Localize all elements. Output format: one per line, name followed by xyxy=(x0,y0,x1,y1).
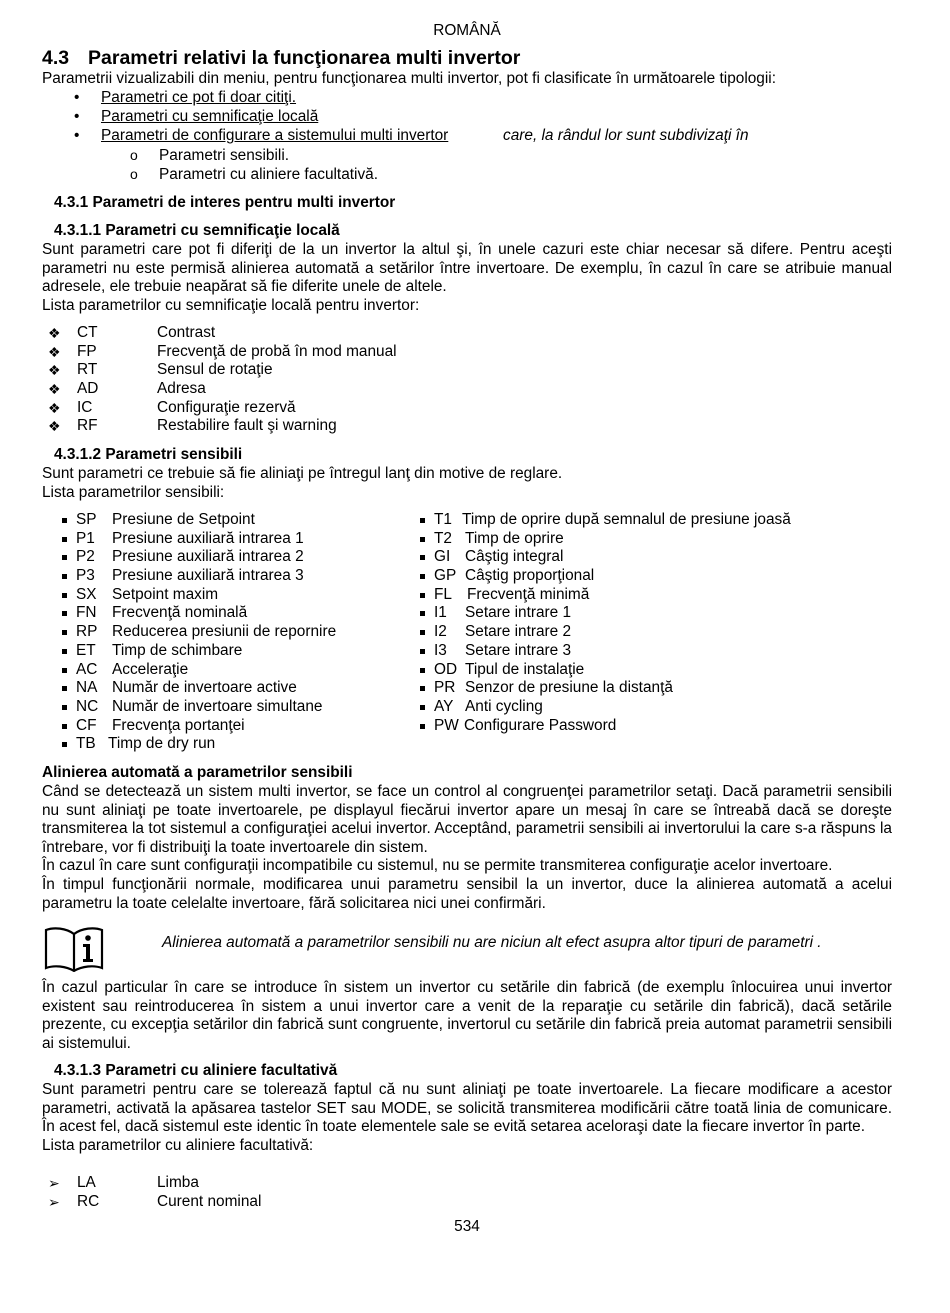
param-code: NC xyxy=(76,697,99,715)
param-code: NA xyxy=(76,679,98,697)
bullet-icon: • xyxy=(74,108,80,126)
param-desc: Contrast xyxy=(157,324,216,341)
param-code: PR xyxy=(434,679,456,697)
auto-align-body xyxy=(42,783,892,913)
param-desc: Anti cycling xyxy=(465,697,543,715)
square-bullet-icon xyxy=(62,574,67,579)
param-desc: Presiune auxiliară intrarea 1 xyxy=(112,529,304,547)
auto-align-title: Alinierea automată a parametrilor sensibili xyxy=(42,764,353,781)
param-code: GP xyxy=(434,567,457,585)
list-intro: Lista parametrilor sensibili: xyxy=(42,483,225,501)
subsection-title-4311: 4.3.1.1 Parametri cu semnificaţie locală xyxy=(54,222,340,239)
section-title xyxy=(42,46,520,70)
square-bullet-icon xyxy=(420,630,425,635)
param-code: CT xyxy=(77,324,98,341)
diamond-bullet-icon: ❖ xyxy=(48,325,61,341)
param-code: RF xyxy=(77,417,98,435)
bullet-icon: • xyxy=(74,127,80,145)
param-desc: Setare intrare 1 xyxy=(465,604,572,622)
param-code: RP xyxy=(76,623,98,641)
param-desc: Setare intrare 3 xyxy=(465,641,572,659)
param-desc: Reducerea presiunii de repornire xyxy=(112,623,337,641)
param-code: RC xyxy=(77,1192,100,1210)
param-code: I1 xyxy=(434,604,447,622)
param-desc: Timp de oprire xyxy=(465,529,564,547)
type-label: Parametri de configurare a sistemului multi invertor xyxy=(101,127,449,145)
arrow-bullet-icon: ➢ xyxy=(48,1175,60,1191)
param-desc: Setpoint maxim xyxy=(112,585,219,603)
param-code: T2 xyxy=(434,529,452,547)
param-code: LA xyxy=(77,1174,96,1191)
type-label: Parametri ce pot fi doar citiţi. xyxy=(101,89,297,106)
param-desc: Timp de schimbare xyxy=(112,641,243,659)
square-bullet-icon xyxy=(62,593,67,598)
section-number: 4.3 xyxy=(42,47,70,69)
param-desc: Presiune auxiliară intrarea 3 xyxy=(112,567,304,585)
square-bullet-icon xyxy=(420,686,425,691)
param-desc: Frecvenţă minimă xyxy=(467,585,590,603)
subsection-body-4312 xyxy=(42,465,892,502)
square-bullet-icon xyxy=(420,668,425,673)
square-bullet-icon xyxy=(62,724,67,729)
subsection-title-431: 4.3.1 Parametri de interes pentru multi invertor xyxy=(54,194,396,211)
square-bullet-icon xyxy=(62,518,67,523)
param-code: PW xyxy=(434,716,459,734)
param-desc: Senzor de presiune la distanţă xyxy=(465,679,673,697)
square-bullet-icon xyxy=(420,611,425,616)
param-code: GI xyxy=(434,548,451,566)
param-desc: Tipul de instalaţie xyxy=(465,660,585,678)
param-code: FN xyxy=(76,604,97,622)
param-desc: Frecvenţa portanţei xyxy=(112,716,245,734)
param-desc: Adresa xyxy=(157,380,206,398)
param-code: TB xyxy=(76,735,96,753)
param-code: FL xyxy=(434,585,452,603)
param-code: AD xyxy=(77,380,99,398)
page-header-language: ROMÂNĂ xyxy=(433,22,501,39)
param-desc: Frecvenţă nominală xyxy=(112,604,248,622)
square-bullet-icon xyxy=(420,593,425,598)
square-bullet-icon xyxy=(420,537,425,542)
square-bullet-icon xyxy=(420,518,425,523)
info-book-icon xyxy=(44,924,104,972)
subsection-body-4313 xyxy=(42,1081,892,1155)
square-bullet-icon xyxy=(62,668,67,673)
square-bullet-icon xyxy=(420,555,425,560)
body-paragraph: Când se detectează un sistem multi invertor, se face un control al congruenţei parametrilor setaţi. Dacă parametrii sensibili nu sunt aliniaţi pe toate invertoarele, pe displayul fiecărui invertor apare un mesaj în care se întreabă dacă se doreşte transmiterea la tot sistemul a configuraţiei acelui invertor. Acceptând, parametrii sensibili ai invertorului la care s-a răspuns la întrebare, vor fi distribuiţi la toate invertoarele din sistem. xyxy=(42,783,892,856)
square-bullet-icon xyxy=(62,686,67,691)
subsection-title-4312: 4.3.1.2 Parametri sensibili xyxy=(54,446,243,463)
param-code: AY xyxy=(434,697,454,715)
square-bullet-icon xyxy=(62,649,67,654)
param-desc: Timp de oprire după semnalul de presiune joasă xyxy=(462,511,791,528)
bullet-icon: • xyxy=(74,89,80,106)
param-desc: Acceleraţie xyxy=(112,660,189,678)
square-bullet-icon xyxy=(420,574,425,579)
diamond-bullet-icon: ❖ xyxy=(48,362,61,379)
param-desc: Frecvenţă de probă în mod manual xyxy=(157,342,397,360)
body-paragraph: Sunt parametri ce trebuie să fie aliniaţi pe întregul lanţ din motive de reglare. xyxy=(42,465,563,482)
param-code: CF xyxy=(76,716,97,734)
param-code: OD xyxy=(434,660,458,678)
param-code: ET xyxy=(76,641,96,659)
section-title-text: Parametri relativi la funcţionarea multi invertor xyxy=(88,47,521,69)
body-paragraph: În cazul în care sunt configuraţii incompatibile cu sistemul, nu se permite transmiterea configuraţie acelor invertoare. xyxy=(42,857,833,875)
param-desc: Presiune auxiliară intrarea 2 xyxy=(112,548,304,566)
diamond-bullet-icon: ❖ xyxy=(48,418,61,435)
subtype-label: Parametri cu aliniere facultativă. xyxy=(159,166,378,183)
subsection-title-4313: 4.3.1.3 Parametri cu aliniere facultativă xyxy=(54,1062,338,1079)
param-code: AC xyxy=(76,660,98,678)
param-code: FP xyxy=(77,342,97,360)
param-desc: Sensul de rotaţie xyxy=(157,361,273,379)
list-intro: Lista parametrilor cu aliniere facultativă: xyxy=(42,1136,314,1154)
param-desc: Câştig proporţional xyxy=(465,567,595,585)
param-code: RT xyxy=(77,361,98,379)
diamond-bullet-icon: ❖ xyxy=(48,343,61,360)
param-desc: Câştig integral xyxy=(465,548,564,566)
body-paragraph: În timpul funcţionării normale, modificarea unui parametru sensibil la un invertor, duce la alinierea automată a acelui parametru la toate celelalte invertoare, fără solicitarea nici unei confirmări. xyxy=(42,875,892,912)
param-desc: Număr de invertoare simultane xyxy=(112,697,323,715)
param-code: P3 xyxy=(76,567,95,585)
page-number: 534 xyxy=(454,1218,480,1235)
square-bullet-icon xyxy=(62,705,67,710)
type-note: care, la rândul lor sunt subdivizaţi în xyxy=(503,127,749,145)
arrow-bullet-icon: ➢ xyxy=(48,1193,60,1210)
list-intro: Lista parametrilor cu semnificaţie locală pentru invertor: xyxy=(42,296,420,314)
param-desc: Număr de invertoare active xyxy=(112,679,297,697)
param-code: I2 xyxy=(434,623,447,641)
param-desc: Restabilire fault şi warning xyxy=(157,417,337,435)
square-bullet-icon xyxy=(62,537,67,542)
square-bullet-icon xyxy=(62,555,67,560)
param-desc: Curent nominal xyxy=(157,1192,262,1210)
body-paragraph: Sunt parametri pentru care se tolerează faptul că nu sunt aliniaţi pe toate invertoarele. La fiecare modificare a acestor parametri, activată la apăsarea tastelor SET sau MODE, se solicită transmiterea modificării către toată linia de comunicare. În acest fel, dacă sistemul este identic în toate elementele sale se evită setarea aceloraşi date la fiecare invertor în parte. xyxy=(42,1081,892,1136)
auto-align-factory: În cazul particular în care se introduce în sistem un invertor cu setările din fabrică (de exemplu înlocuirea unui invertor existent sau reintroducerea în sistem a unui invertor care a venit de la reparaţie cu setările din fabrică), dacă setările prezente, cu excepţia setărilor din fabrică sunt congruente, invertorul cu setările din fabrică preia automat parametrii sensibili ai sistemului. xyxy=(42,979,892,1052)
square-bullet-icon xyxy=(420,649,425,654)
param-desc: Configurare Password xyxy=(464,716,617,734)
param-code: I3 xyxy=(434,641,447,659)
param-code: SP xyxy=(76,511,97,528)
param-code: IC xyxy=(77,398,93,416)
subtype-label: Parametri sensibili. xyxy=(159,147,290,164)
square-bullet-icon xyxy=(420,724,425,729)
diamond-bullet-icon: ❖ xyxy=(48,399,61,416)
param-code: P1 xyxy=(76,529,95,547)
body-paragraph: Sunt parametri care pot fi diferiţi de la un invertor la altul şi, în unele cazuri este chiar necesar să difere. Pentru aceşti parametri nu este permisă alinierea automată a setărilor între invertoare. De exemplu, în cazul în care se atribuie manual adresele, ele trebuie neapărat să fie diferite unele de altele. xyxy=(42,241,892,296)
section-intro: Parametrii vizualizabili din meniu, pentru funcţionarea multi invertor, pot fi clasificate în următoarele tipologii: xyxy=(42,70,776,87)
param-desc: Limba xyxy=(157,1174,199,1191)
square-bullet-icon xyxy=(420,705,425,710)
info-note-text: Alinierea automată a parametrilor sensibili nu are niciun alt efect asupra altor tipuri de parametri . xyxy=(162,934,822,951)
param-code: SX xyxy=(76,585,97,603)
param-desc: Timp de dry run xyxy=(108,735,216,753)
param-desc: Presiune de Setpoint xyxy=(112,511,255,528)
param-code: P2 xyxy=(76,548,95,566)
square-bullet-icon xyxy=(62,630,67,635)
diamond-bullet-icon: ❖ xyxy=(48,381,61,398)
square-bullet-icon xyxy=(62,611,67,616)
subsection-body-4311 xyxy=(42,241,892,315)
param-code: T1 xyxy=(434,511,452,528)
type-label: Parametri cu semnificaţie locală xyxy=(101,108,319,126)
circle-bullet-icon: o xyxy=(130,147,138,163)
param-desc: Configuraţie rezervă xyxy=(157,398,296,416)
square-bullet-icon xyxy=(62,742,67,747)
circle-bullet-icon: o xyxy=(130,166,138,182)
param-desc: Setare intrare 2 xyxy=(465,623,572,641)
